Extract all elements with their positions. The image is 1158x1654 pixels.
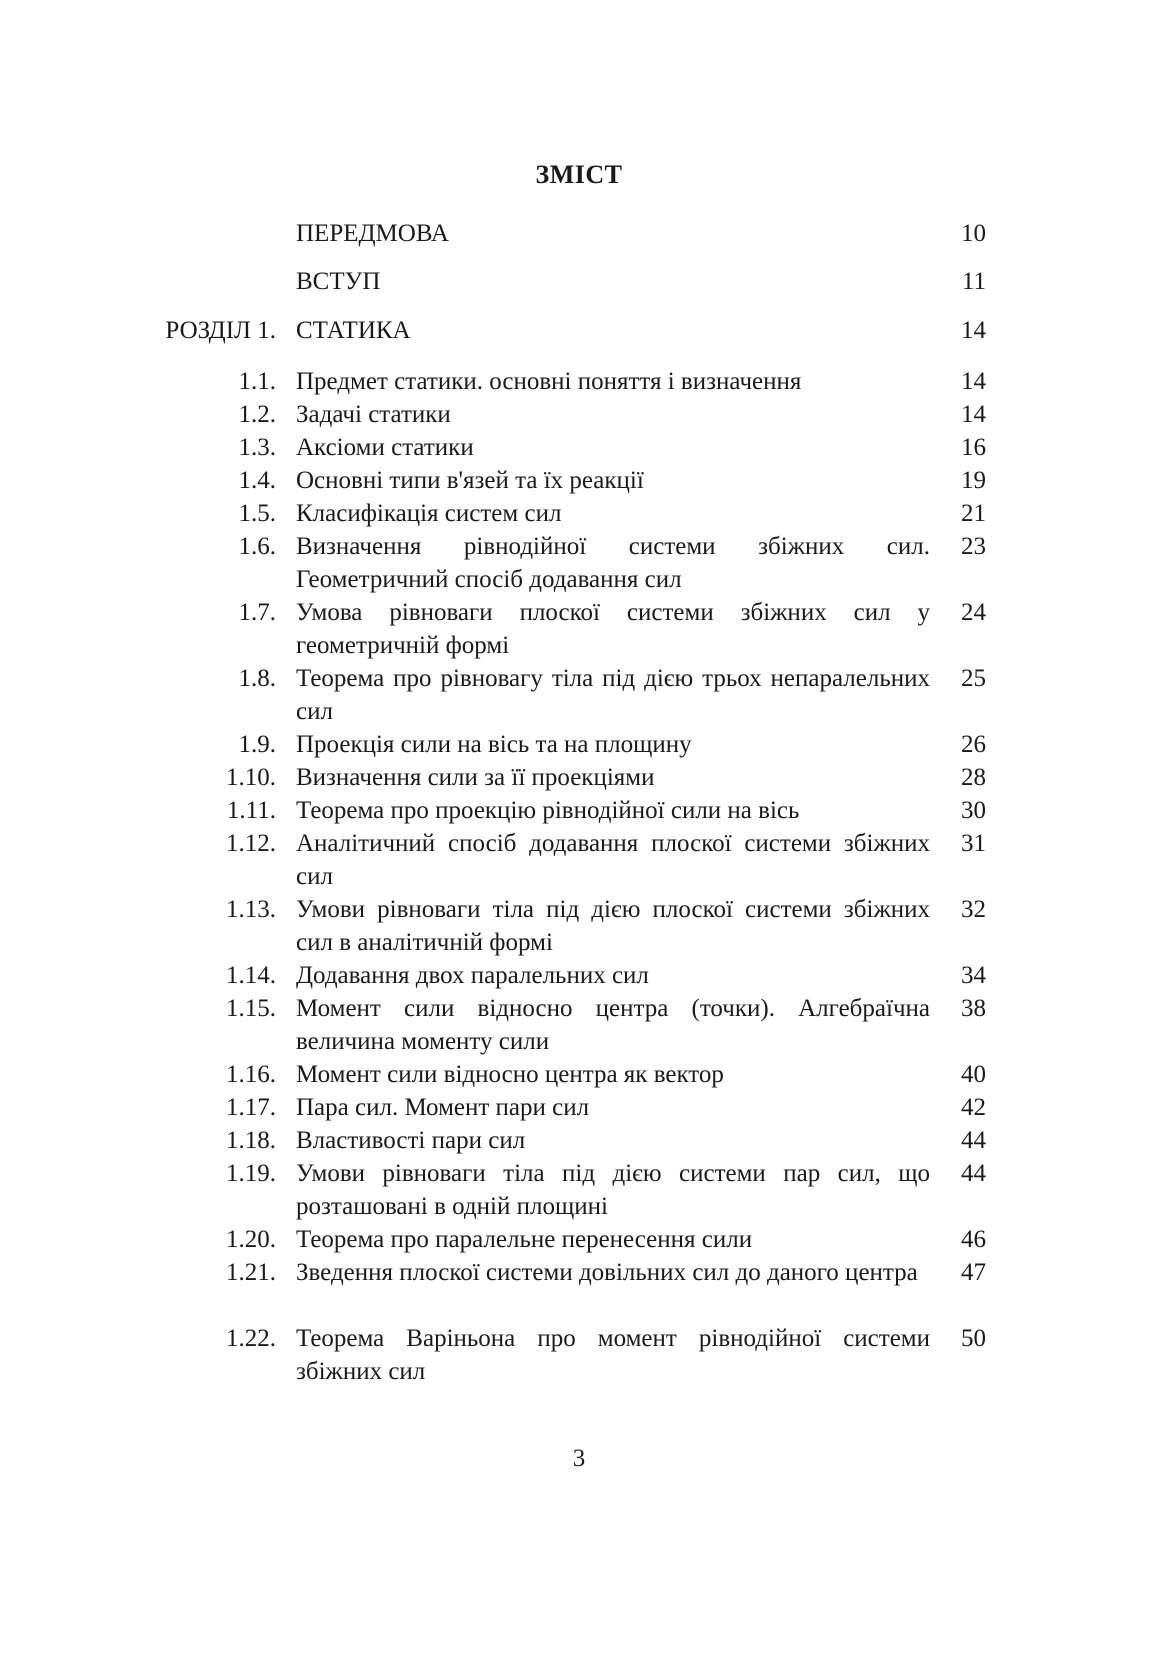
toc-entry-title: Додавання двох паралельних сил <box>296 962 649 989</box>
toc-entry-number: 1.3. <box>238 434 276 461</box>
toc-entry-page: 14 <box>961 401 986 428</box>
toc-entry-number: 1.8. <box>238 665 276 692</box>
toc-entry-title: Теорема про паралельне перенесення сили <box>296 1226 753 1253</box>
toc-entry-page: 31 <box>961 830 986 857</box>
toc-entry-page: 47 <box>961 1259 986 1286</box>
toc-entry-page: 44 <box>961 1127 986 1154</box>
toc-entry-number: 1.15. <box>226 995 276 1022</box>
toc-entry-title: Пара сил. Момент пари сил <box>296 1094 590 1121</box>
toc-entry-title: Основні типи в'язей та їх реакції <box>296 467 644 494</box>
toc-entry-title: Умова рівноваги плоскої системи збіжних сил у геометричній формі <box>296 599 930 659</box>
toc-entry-number: 1.1. <box>238 368 276 395</box>
toc-entry-page: 28 <box>961 764 986 791</box>
toc-entry-title: Проекція сили на вісь та на площину <box>296 731 692 758</box>
toc-entry-page: 14 <box>961 368 986 395</box>
toc-entry-title: ПЕРЕДМОВА <box>296 220 449 247</box>
toc-entry-number: 1.7. <box>238 599 276 626</box>
toc-entry-number: 1.11. <box>226 797 276 824</box>
toc-entry-title: Зведення плоскої системи довільних сил до даного центра <box>296 1259 918 1286</box>
toc-entry-title: Задачі статики <box>296 401 451 428</box>
toc-entry-number: 1.16. <box>226 1061 276 1088</box>
toc-entry-page: 24 <box>961 599 986 626</box>
page-title: ЗМІСТ <box>535 160 623 189</box>
toc-entry-number: 1.19. <box>226 1160 276 1187</box>
toc-entry-title: СТАТИКА <box>296 317 411 344</box>
toc-entry-title: Предмет статики. основні поняття і визначення <box>296 368 802 395</box>
toc-entry-page: 19 <box>961 467 986 494</box>
toc-entry-page: 32 <box>961 896 986 923</box>
toc-entry-title: Визначення рівнодійної системи збіжних сил. Геометричний спосіб додавання сил <box>296 533 930 593</box>
toc-entry-page: 30 <box>961 797 986 824</box>
toc-entry-title: Теорема про проекцію рівнодійної сили на вісь <box>296 797 800 824</box>
toc-entry-number: 1.21. <box>226 1259 276 1286</box>
toc-entry-title: Теорема про рівновагу тіла під дією трьох непаралельних сил <box>296 665 930 725</box>
toc-entry-number: 1.12. <box>226 830 276 857</box>
toc-entry-title: Визначення сили за її проекціями <box>296 764 655 791</box>
toc-entry-page: 38 <box>961 995 986 1022</box>
toc-entry-number: 1.17. <box>226 1094 276 1121</box>
toc-entry-number: 1.18. <box>226 1127 276 1154</box>
toc-entry-number: 1.5. <box>238 500 276 527</box>
toc-entry-number: 1.13. <box>226 896 276 923</box>
toc-entry-number: 1.2. <box>238 401 276 428</box>
toc-entry-title: Умови рівноваги тіла під дією системи пар сил, що розташовані в одній площині <box>296 1160 930 1220</box>
toc-entry-title: Аналітичний спосіб додавання плоскої системи збіжних сил <box>296 830 930 890</box>
toc-entry-page: 21 <box>961 500 986 527</box>
toc-entry-title: ВСТУП <box>296 268 381 295</box>
toc-entry-page: 34 <box>961 962 986 989</box>
toc-entry-page: 23 <box>961 533 986 560</box>
toc-entry-page: 44 <box>961 1160 986 1187</box>
toc-entry-page: 40 <box>961 1061 986 1088</box>
page-number: 3 <box>572 1445 586 1472</box>
toc-entry-number: 1.22. <box>226 1325 276 1352</box>
toc-entry-page: 50 <box>961 1325 986 1352</box>
toc-entry-number: 1.10. <box>226 764 276 791</box>
toc-entry-number: 1.20. <box>226 1226 276 1253</box>
toc-entry-number: 1.9. <box>238 731 276 758</box>
toc-entry-page: 10 <box>961 220 986 247</box>
toc-entry-page: 16 <box>961 434 986 461</box>
toc-entry-number: 1.6. <box>238 533 276 560</box>
toc-entry-title: Момент сили відносно центра як вектор <box>296 1061 724 1088</box>
toc-entry-page: 42 <box>961 1094 986 1121</box>
toc-entry-page: 11 <box>961 268 986 295</box>
toc-entry-title: Класифікація систем сил <box>296 500 562 527</box>
toc-entry-number: РОЗДІЛ 1. <box>165 317 276 344</box>
toc-entry-title: Момент сили відносно центра (точки). Алгебраїчна величина моменту сили <box>296 995 930 1055</box>
toc-entry-title: Умови рівноваги тіла під дією плоскої системи збіжних сил в аналітичній формі <box>296 896 930 956</box>
toc-entry-page: 14 <box>961 317 986 344</box>
toc-entry-title: Аксіоми статики <box>296 434 474 461</box>
toc-entry-page: 26 <box>961 731 986 758</box>
toc-entry-title: Теорема Варіньона про момент рівнодійної системи збіжних сил <box>296 1325 930 1385</box>
toc-entry-title: Властивості пари сил <box>296 1127 526 1154</box>
toc-entry-page: 25 <box>961 665 986 692</box>
toc-entry-page: 46 <box>961 1226 986 1253</box>
toc-entry-number: 1.14. <box>226 962 276 989</box>
toc-entry-number: 1.4. <box>238 467 276 494</box>
